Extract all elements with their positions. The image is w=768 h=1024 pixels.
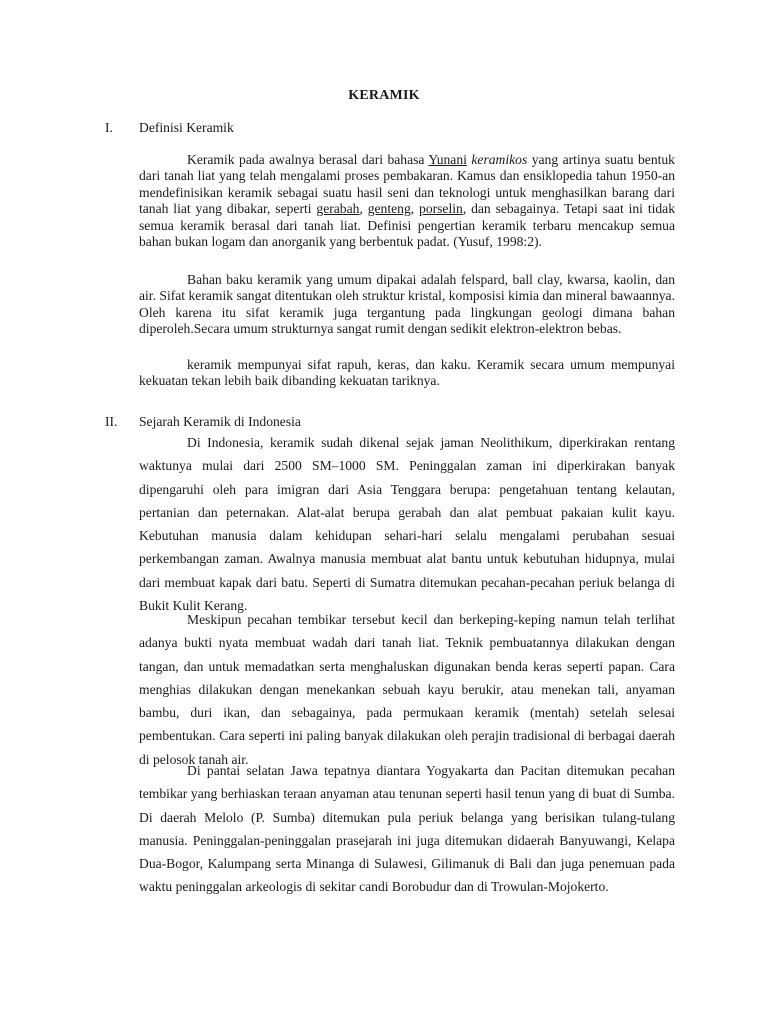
document-title: KERAMIK <box>348 88 420 103</box>
section-1-paragraph-1 <box>139 152 675 250</box>
section-2-paragraph-2: Meskipun pecahan tembikar tersebut kecil dan berkeping-keping namun telah terlihat adanya bukti nyata membuat wadah dari tanah liat. Teknik pembuatannya dilakukan dengan tangan, dan untuk memadatkan serta menghaluskan digunakan benda keras seperti papan. Cara menghias dilakukan dengan menekankan sebuah kayu berukir, atau menekan tali, anyaman bambu, duri ikan, dan sebagainya, pada permukaan keramik (mentah) setelah selesai pembentukan. Cara seperti ini paling banyak dilakukan oleh perajin tradisional di berbagai daerah di pelosok tanah air. <box>139 612 675 767</box>
separator: , <box>359 201 368 217</box>
section-1-heading <box>0 119 768 137</box>
link-gerabah[interactable]: gerabah <box>316 201 360 217</box>
link-porselin[interactable]: porselin <box>419 201 463 217</box>
section-2-title: Sejarah Keramik di Indonesia <box>139 414 301 429</box>
link-yunani[interactable]: Yunani <box>428 152 467 167</box>
section-2-heading <box>0 413 768 431</box>
section-1-number: I. <box>105 120 113 135</box>
section-1-title: Definisi Keramik <box>139 120 234 135</box>
paragraph-text: Keramik pada awalnya berasal dari bahasa <box>187 152 429 167</box>
separator: , <box>410 201 420 217</box>
paragraph-text: , dan sebagainya. Tetapi saat ini tidak semua keramik berasal dari tanah liat. Definisi pengertian keramik terbaru mencakup semua bahan bukan logam dan anorganik yang berbentuk padat. (Yusuf, 1998:2). <box>139 201 675 250</box>
section-2-number: II. <box>105 414 118 429</box>
italic-term: keramikos <box>471 152 528 167</box>
section-2-paragraph-3: Di pantai selatan Jawa tepatnya diantara Yogyakarta dan Pacitan ditemukan pecahan tembikar yang berhiaskan teraan anyaman atau tenunan seperti hasil tenun yang di buat di Sumba. Di daerah Melolo (P. Sumba) ditemukan pula periuk belanga yang berisikan tulang-tulang manusia. Peninggalan-peninggalan prasejarah ini juga ditemukan didaerah Banyuwangi, Kelapa Dua-Bogor, Kalumpang serta Minanga di Sulawesi, Gilimanuk di Bali dan juga penemuan pada waktu peninggalan arkeologis di sekitar candi Borobudur dan di Trowulan-Mojokerto. <box>139 763 675 895</box>
section-2-paragraph-1: Di Indonesia, keramik sudah dikenal sejak jaman Neolithikum, diperkirakan rentang waktunya mulai dari 2500 SM–1000 SM. Peninggalan zaman ini diperkirakan banyak dipengaruhi oleh para imigran dari Asia Tenggara berupa: pengetahuan tentang kelautan, pertanian dan peternakan. Alat-alat berupa gerabah dan alat pembuat pakaian kulit kayu. Kebutuhan manusia dalam kehidupan sehari-hari selalu mengalami perubahan sesuai perkembangan zaman. Awalnya manusia membuat alat bantu untuk kebutuhan hidupnya, mulai dari membuat kapak dari batu. Seperti di Sumatra ditemukan pecahan-pecahan periuk belanga di Bukit Kulit Kerang. <box>139 435 675 614</box>
link-genteng[interactable]: genteng <box>367 201 411 217</box>
paragraph-text: yang artinya suatu bentuk dari tanah liat yang telah mengalami proses pembakaran. Kamus dan ensiklopedia tahun 1950-an mendefinisikan keramik sebagai suatu hasil seni dan teknologi untuk menghasilkan barang dari tanah liat yang dibakar, seperti <box>139 152 675 217</box>
section-1-paragraph-3: keramik mempunyai sifat rapuh, keras, dan kaku. Keramik secara umum mempunyai kekuatan tekan lebih baik dibanding kekuatan tariknya. <box>139 357 675 389</box>
section-1-paragraph-2: Bahan baku keramik yang umum dipakai adalah felspard, ball clay, kwarsa, kaolin, dan air. Sifat keramik sangat ditentukan oleh struktur kristal, komposisi kimia dan mineral bawaannya. Oleh karena itu sifat keramik juga tergantung pada lingkungan geologi dimana bahan diperoleh.Secara umum strukturnya sangat rumit dengan sedikit elektron-elektron bebas. <box>139 272 675 337</box>
